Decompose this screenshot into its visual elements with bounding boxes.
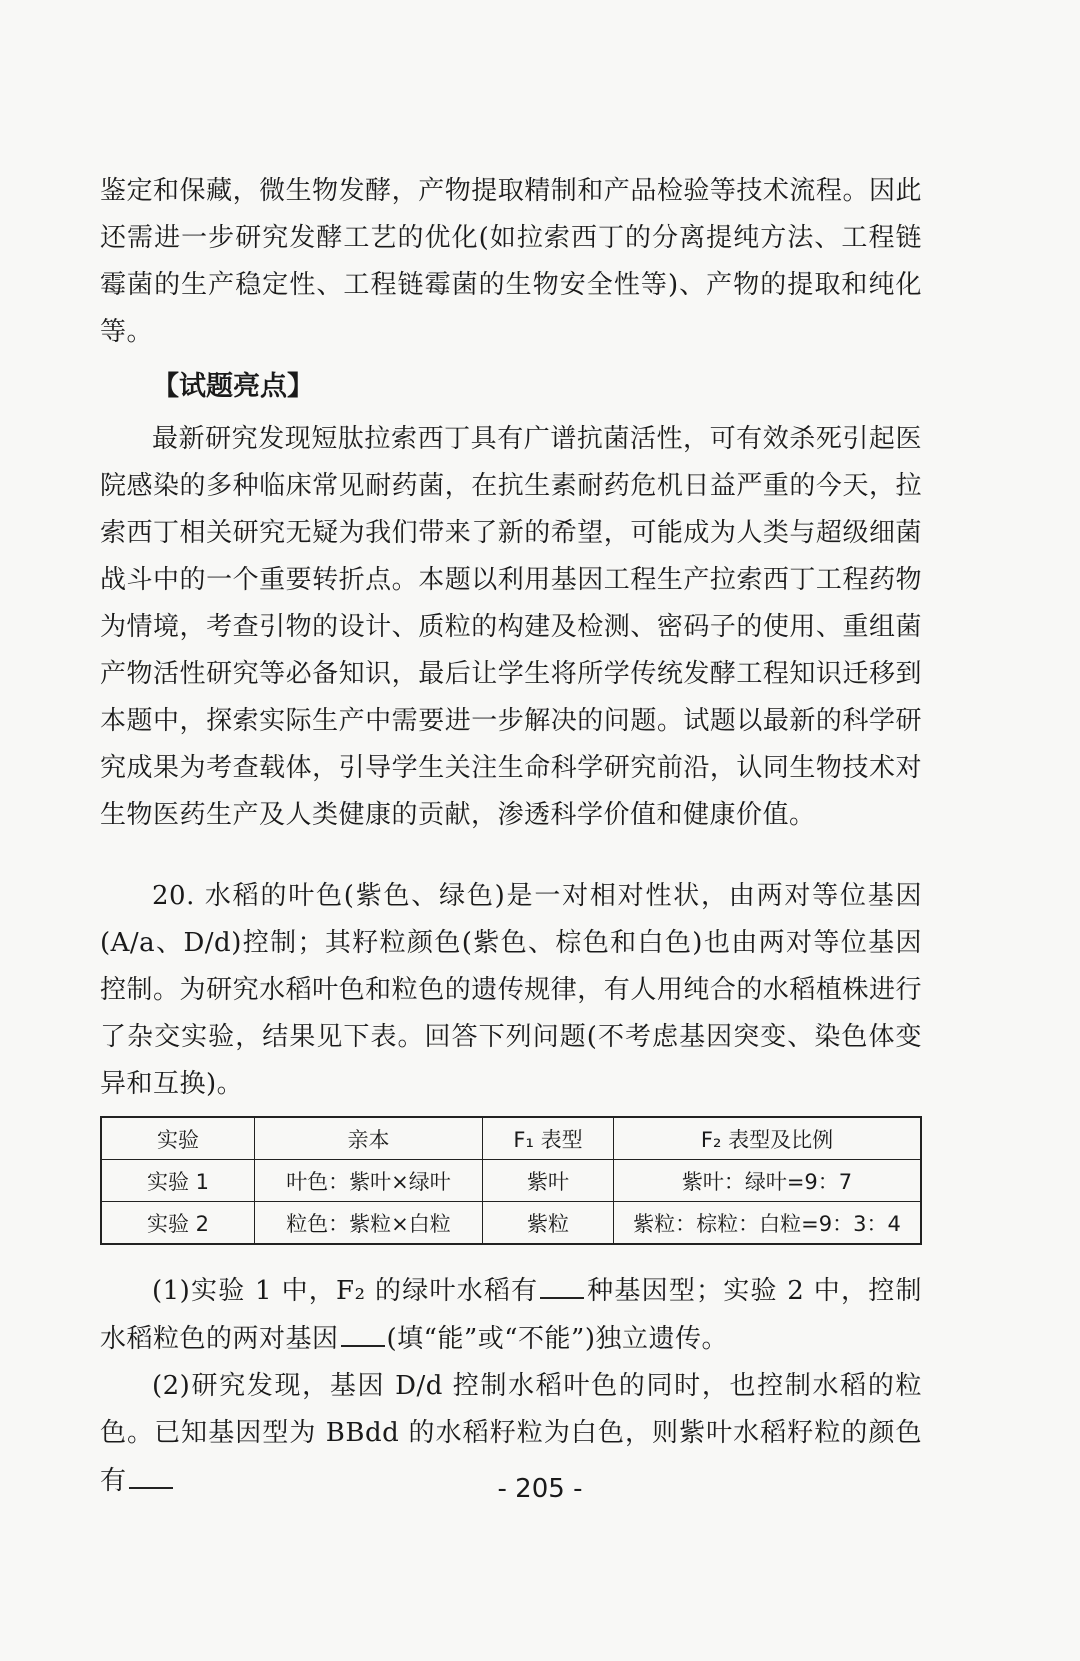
table-cell: 紫叶: [483, 1160, 614, 1202]
highlight-heading: 【试题亮点】: [152, 371, 314, 402]
intro-paragraph: 鉴定和保藏，微生物发酵，产物提取精制和产品检验等技术流程。因此还需进一步研究发酵工艺的优化(如拉索西丁的分离提纯方法、工程链霉菌的生产稳定性、工程链霉菌的生物安全性等)、产物的提取和纯化等。: [100, 176, 922, 347]
part2-text-a: (2)研究发现，基因 D/d 控制水稻叶色的同时，也控制水稻的粒色。已知基因型为 BBdd 的水稻籽粒为白色，则紫叶水稻籽粒的颜色有: [100, 1371, 922, 1496]
table-row: [101, 1160, 921, 1202]
table-cell: 叶色：紫叶×绿叶: [255, 1160, 483, 1202]
page-content: [100, 168, 922, 1505]
table-header-row: [101, 1117, 921, 1160]
highlight-paragraph: 最新研究发现短肽拉索西丁具有广谱抗菌活性，可有效杀死引起医院感染的多种临床常见耐药菌，在抗生素耐药危机日益严重的今天，拉索西丁相关研究无疑为我们带来了新的希望，可能成为人类与超级细菌战斗中的一个重要转折点。本题以利用基因工程生产拉索西丁工程药物为情境，考查引物的设计、质粒的构建及检测、密码子的使用、重组菌产物活性研究等必备知识，最后让学生将所学传统发酵工程知识迁移到本题中，探索实际生产中需要进一步解决的问题。试题以最新的科学研究成果为考查载体，引导学生关注生命科学研究前沿，认同生物技术对生物医药生产及人类健康的贡献，渗透科学价值和健康价值。: [100, 424, 922, 830]
answer-blank-1[interactable]: [540, 1267, 584, 1299]
section-gap: [100, 839, 922, 873]
table-cell: 紫粒: [483, 1202, 614, 1245]
answer-blank-2[interactable]: [341, 1315, 385, 1347]
table-header: F₂ 表型及比例: [614, 1117, 922, 1160]
part1-text-a: (1)实验 1 中，F₂ 的绿叶水稻有: [152, 1276, 539, 1306]
experiment-table: [100, 1116, 922, 1245]
table-cell: 实验 1: [101, 1160, 255, 1202]
table-cell: 粒色：紫粒×白粒: [255, 1202, 483, 1245]
question-part-1: [100, 1267, 922, 1363]
table-cell: 实验 2: [101, 1202, 255, 1245]
table-header: 实验: [101, 1117, 255, 1160]
table-row: [101, 1202, 921, 1245]
page-number: - 205 -: [497, 1474, 583, 1504]
table-header: 亲本: [255, 1117, 483, 1160]
table-cell: 紫粒：棕粒：白粒=9：3：4: [614, 1202, 922, 1245]
question-stem: 20. 水稻的叶色(紫色、绿色)是一对相对性状，由两对等位基因(A/a、D/d)控制；其籽粒颜色(紫色、棕色和白色)也由两对等位基因控制。为研究水稻叶色和粒色的遗传规律，有人用纯合的水稻植株进行了杂交实验，结果见下表。回答下列问题(不考虑基因突变、染色体变异和互换)。: [100, 881, 922, 1099]
part1-text-c: (填“能”或“不能”)独立遗传。: [386, 1324, 728, 1354]
part1-text-b: 种基因型；实验 2 中，控制水稻粒色的两对基因: [100, 1276, 922, 1354]
table-header: F₁ 表型: [483, 1117, 614, 1160]
table-cell: 紫叶：绿叶=9：7: [614, 1160, 922, 1202]
